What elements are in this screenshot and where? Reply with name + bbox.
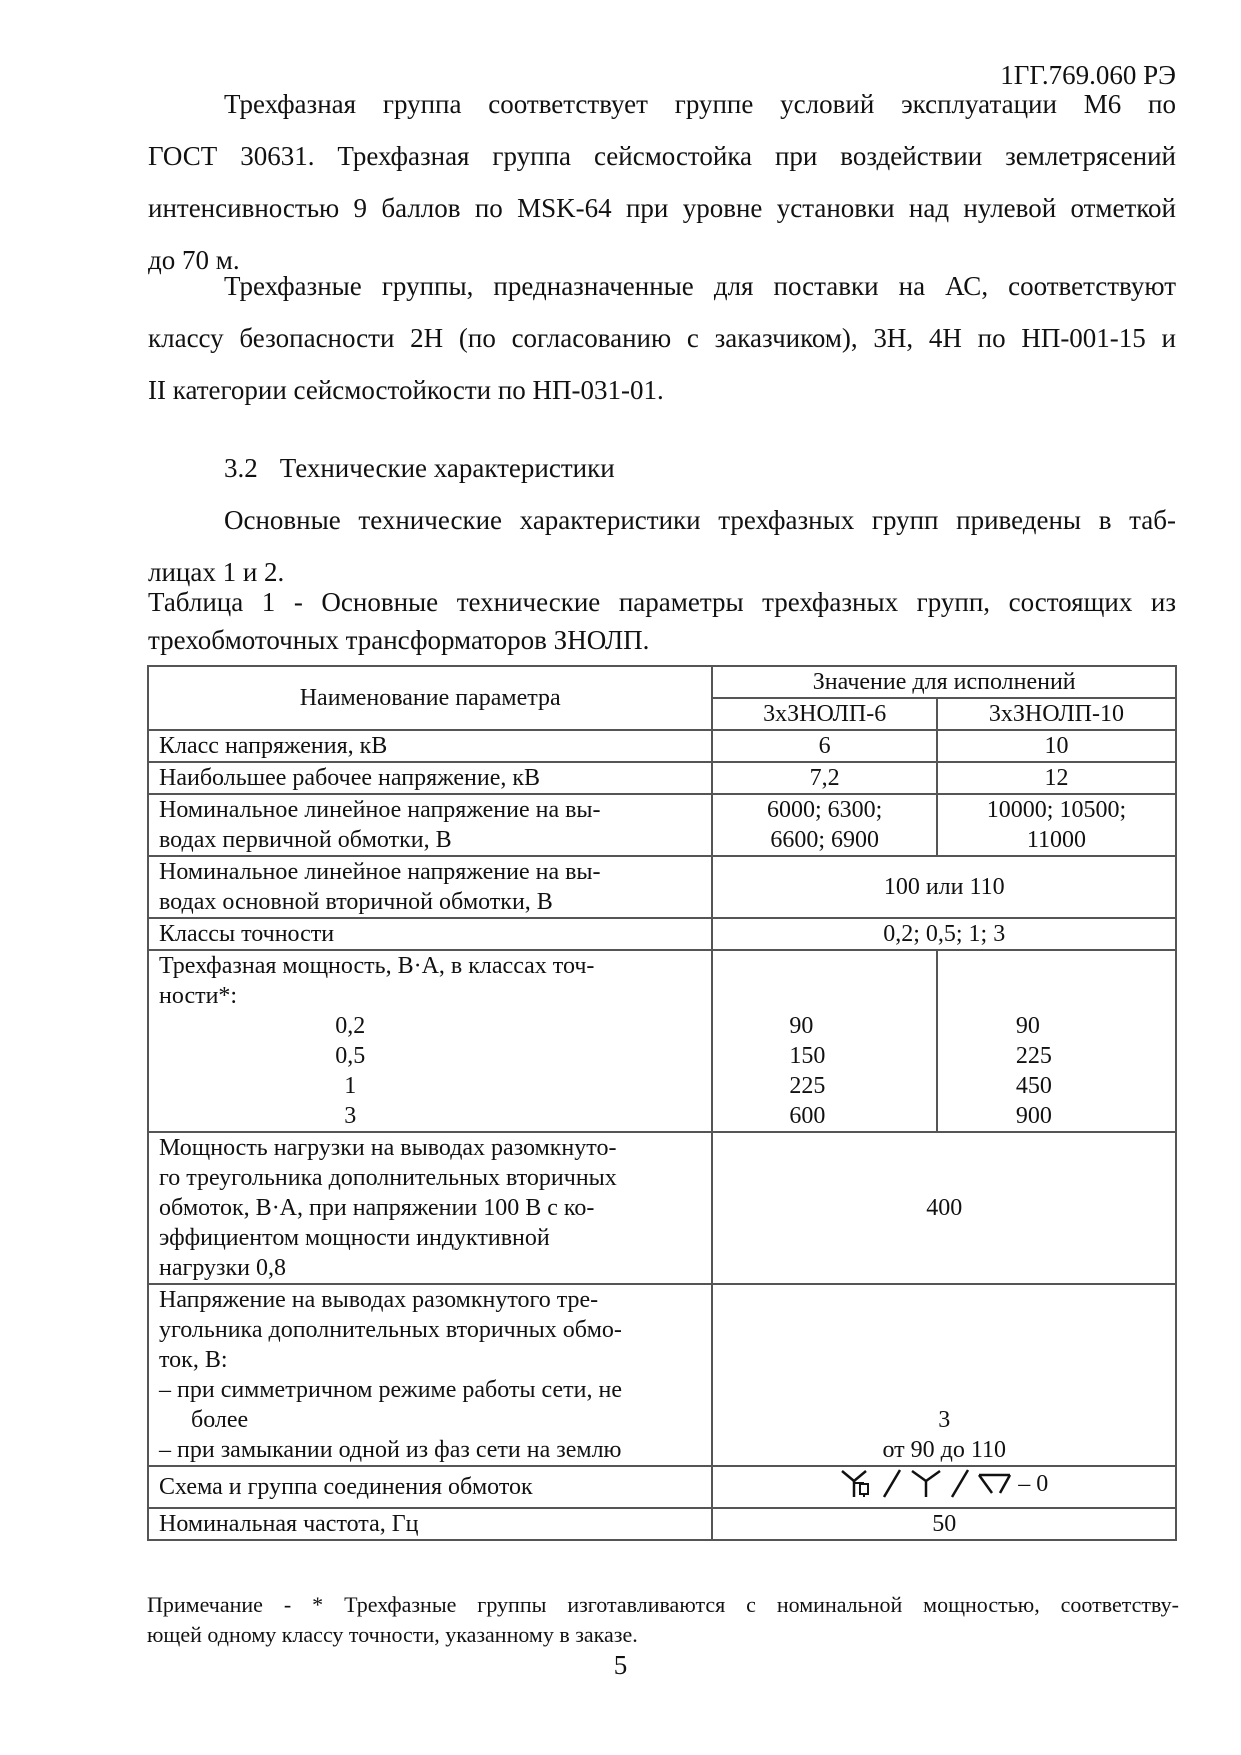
table-row: Классы точности 0,2; 0,5; 1; 3: [148, 918, 1176, 950]
table-row: Номинальное линейное напряжение на вы- водах первичной обмотки, В 6000; 6300; 6600; 6900 10000; 10500; 11000: [148, 794, 1176, 856]
table-caption: Таблица 1 - Основные технические параметры трехфазных групп, состоящих из трехобмоточных трансформаторов ЗНОЛП.: [148, 587, 1176, 655]
document-code: 1ГГ.769.060 РЭ: [1000, 60, 1176, 90]
header-values: Значение для исполнений: [712, 666, 1176, 698]
wiring-diagram: [840, 1467, 1048, 1499]
table-row: Номинальная частота, Гц 50: [148, 1508, 1176, 1540]
slash-icon: [948, 1467, 972, 1499]
table-row: Трехфазная мощность, В·А, в классах точ- ности*: 0,2 0,5 1 3 90 150 225 600 90 225 450 900: [148, 950, 1176, 1132]
table-row: Наибольшее рабочее напряжение, кВ 7,2 12: [148, 762, 1176, 794]
table-row: Схема и группа соединения обмоток – 0: [148, 1466, 1176, 1508]
paragraph-intro: Основные технические характеристики трехфазных групп приведены в таб- лицах 1 и 2.: [148, 505, 1176, 587]
table-row: Класс напряжения, кВ 6 10: [148, 730, 1176, 762]
spec-table: [147, 665, 1177, 1541]
section-heading: [148, 442, 1176, 494]
header-variant-1: 3хЗНОЛП-6: [712, 698, 937, 730]
open-delta-icon: [976, 1467, 1014, 1499]
star-grounded-icon: [840, 1467, 876, 1499]
star-icon: [908, 1467, 944, 1499]
table-row: Напряжение на выводах разомкнутого тре- угольника дополнительных вторичных обмо- ток, В: – при симметричном режиме работы сети, не более – при замыкании одной из фаз сети на землю 3 от 90 до 110: [148, 1284, 1176, 1466]
paragraph-safety-class: Трехфазные группы, предназначенные для поставки на АС, соответствуют классу безопасности 2Н (по согласованию с заказчиком), 3Н, 4Н по НП-001-15 и II категории сейсмостойкости по НП-031-01.: [148, 271, 1176, 405]
table-header-row: [148, 666, 1176, 698]
header-param: Наименование параметра: [148, 666, 712, 730]
table-row: Номинальное линейное напряжение на вы- водах основной вторичной обмотки, В 100 или 110: [148, 856, 1176, 918]
header-variant-2: 3хЗНОЛП-10: [937, 698, 1176, 730]
slash-icon: [880, 1467, 904, 1499]
page-number: 5: [613, 1650, 628, 1680]
paragraph-operating-conditions: Трехфазная группа соответствует группе условий эксплуатации М6 по ГОСТ 30631. Трехфазная группа сейсмостойка при воздействии землетрясений интенсивностью 9 баллов по MSK-64 при уровне установки над нулевой отметкой до 70 м.: [148, 89, 1176, 275]
table-note: Примечание - * Трехфазные группы изготавливаются с номинальной мощностью, соответству- ющей одному классу точности, указанному в заказе.: [147, 1592, 1179, 1647]
wiring-group-suffix: – 0: [1018, 1471, 1049, 1497]
section-number: 3.2: [224, 453, 258, 483]
table-row: Мощность нагрузки на выводах разомкнуто- го треугольника дополнительных вторичных обмоток, В·А, при напряжении 100 В с ко- эффициентом мощности индуктивной нагрузки 0,8 400: [148, 1132, 1176, 1284]
section-title: Технические характеристики: [279, 453, 615, 483]
